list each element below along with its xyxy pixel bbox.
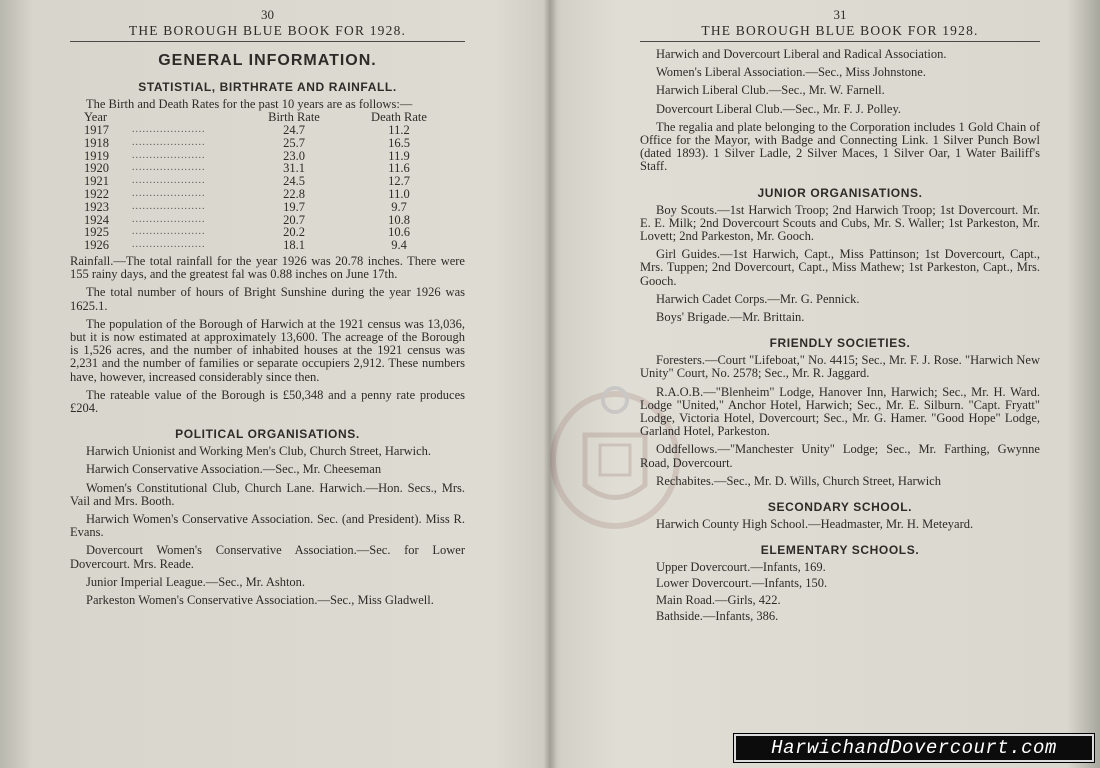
leader-dots: ..................... <box>132 175 206 187</box>
birth-rate-cell: 25.7 <box>283 135 305 150</box>
list-item: Bathside.—Infants, 386. <box>656 608 779 623</box>
page-number: 31 <box>833 7 847 22</box>
death-rate-cell: 11.9 <box>388 148 410 163</box>
leader-dots: ..................... <box>132 187 206 199</box>
page-title: GENERAL INFORMATION. <box>158 52 377 69</box>
regalia-paragraph: The regalia and plate belonging to the Corporation includes 1 Gold Chain of Office for the Mayor, with Badge and Connecting Link. 1 Silver Punch Bowl (dated 1893). 1 Silver Ladle, 2 Silver Maces, 1 Silver Oar, 1 Water Bailiff's Staff. <box>640 119 1040 174</box>
death-rate-cell: 10.8 <box>388 212 410 227</box>
section-heading-secondary: SECONDARY SCHOOL. <box>767 500 913 515</box>
list-item: Harwich Women's Conservative Association. Sec. (and President). Miss R. Evans. <box>70 512 465 540</box>
rateable-paragraph: The rateable value of the Borough is £50,348 and a penny rate produces £204. <box>70 387 465 415</box>
list-item: Foresters.—Court "Lifeboat," No. 4415; Sec., Mr. F. J. Rose. "Harwich New Unity" Court, No. 2578; Sec., Mr. R. Jaggard. <box>640 353 1040 381</box>
leader-dots: ..................... <box>132 162 206 174</box>
list-item: Girl Guides.—1st Harwich, Capt., Miss Pattinson; 1st Dovercourt, Capt., Mrs. Tuppen; 2nd Dovercourt, Capt., Miss Mathew; 1st Parkeston, Capt., Mrs. Gooch. <box>640 247 1040 288</box>
list-item: Upper Dovercourt.—Infants, 169. <box>656 560 826 575</box>
section-heading-political: POLITICAL ORGANISATIONS. <box>175 427 360 442</box>
year-cell: 1920 <box>84 161 109 176</box>
list-item: Harwich County High School.—Headmaster, Mr. H. Meteyard. <box>656 517 974 532</box>
table-row <box>84 124 454 137</box>
death-rate-cell: 10.6 <box>388 225 410 240</box>
list-item: Rechabites.—Sec., Mr. D. Wills, Church Street, Harwich <box>656 473 941 488</box>
list-item: Junior Imperial League.—Sec., Mr. Ashton. <box>86 574 306 589</box>
birth-rate-cell: 24.5 <box>283 174 305 189</box>
list-item: Harwich and Dovercourt Liberal and Radical Association. <box>656 47 947 61</box>
sunshine-paragraph: The total number of hours of Bright Sunshine during the year 1926 was 1625.1. <box>70 285 465 313</box>
leader-dots: ..................... <box>132 136 206 148</box>
page-number: 30 <box>261 7 274 22</box>
list-item: Oddfellows.—"Manchester Unity" Lodge; Sec., Mr. Farthing, Gwynne Road, Dovercourt. <box>640 442 1040 470</box>
list-item: Harwich Unionist and Working Men's Club, Church Street, Harwich. <box>86 444 432 459</box>
table-row <box>84 239 454 252</box>
year-cell: 1918 <box>84 135 109 150</box>
year-cell: 1923 <box>84 199 109 214</box>
death-rate-cell: 12.7 <box>388 174 410 189</box>
population-paragraph: The population of the Borough of Harwich at the 1921 census was 13,036, but it is now estimated at approximately 13,600. The acreage of the Borough is 1,526 acres, and the number of inhabited houses at the 1921 census was 2,231 and the number of families or separate occupiers 2,912. These numbers have, however, increased considerably since then. <box>70 316 465 384</box>
list-item: R.A.O.B.—"Blenheim" Lodge, Hanover Inn, Harwich; Sec., Mr. H. Ward. Lodge "United," Anchor Hotel, Harwich; Sec., Mr. E. Silburn. "Capt. Fryatt" Lodge, Victoria Hotel, Dovercourt; Sec., Mr. G. Hamer. "Good Hope" Lodge, Garland Hotel, Parkeston. <box>640 384 1040 439</box>
leader-dots: ..................... <box>132 226 206 238</box>
death-rate-cell: 9.4 <box>391 238 407 253</box>
year-cell: 1926 <box>84 238 109 253</box>
list-item: Parkeston Women's Conservative Association.—Sec., Miss Gladwell. <box>86 593 434 608</box>
list-item: Dovercourt Liberal Club.—Sec., Mr. F. J. Polley. <box>656 101 902 116</box>
section-heading-friendly: FRIENDLY SOCIETIES. <box>769 336 911 351</box>
death-rate-cell: 11.2 <box>388 123 410 137</box>
column-header: Year <box>84 110 108 125</box>
death-rate-cell: 11.0 <box>388 186 410 201</box>
birth-rate-cell: 31.1 <box>283 161 305 176</box>
birth-rate-cell: 24.7 <box>283 123 305 137</box>
section-heading-junior: JUNIOR ORGANISATIONS. <box>757 185 923 200</box>
leader-dots: ..................... <box>132 124 206 135</box>
column-header: Birth Rate <box>268 110 320 125</box>
running-head: THE BOROUGH BLUE BOOK FOR 1928. <box>70 22 465 42</box>
death-rate-cell: 11.6 <box>388 161 410 176</box>
list-item: Boy Scouts.—1st Harwich Troop; 2nd Harwich Troop; 1st Dovercourt. Mr. E. E. Milk; 2nd Dovercourt Scouts and Cubs, Mr. S. Waller; 1st Parkeston, Mr. Lovett; 2nd Parkeston, Mr. Gooch. <box>640 202 1040 244</box>
birth-rate-cell: 22.8 <box>283 186 305 201</box>
website-badge[interactable]: HarwichandDovercourt.com <box>734 734 1094 762</box>
section-heading-elementary: ELEMENTARY SCHOOLS. <box>760 543 920 558</box>
leader-dots: ..................... <box>132 239 206 251</box>
birth-rate-cell: 23.0 <box>283 148 305 163</box>
left-page <box>70 8 465 607</box>
list-item: Lower Dovercourt.—Infants, 150. <box>656 576 828 591</box>
rainfall-paragraph: Rainfall.—The total rainfall for the year 1926 was 20.78 inches. There were 155 rainy days, and the greatest fal was 0.88 inches on June 17th. <box>70 253 465 282</box>
year-cell: 1922 <box>84 186 109 201</box>
list-item: Boys' Brigade.—Mr. Brittain. <box>656 310 805 325</box>
year-cell: 1925 <box>84 225 109 240</box>
list-item: Dovercourt Women's Conservative Association.—Sec. for Lower Dovercourt. Mrs. Reade. <box>70 543 465 571</box>
list-item: Harwich Conservative Association.—Sec., Mr. Cheeseman <box>86 462 382 477</box>
year-cell: 1921 <box>84 174 109 189</box>
death-rate-cell: 16.5 <box>388 135 410 150</box>
leader-dots: ..................... <box>132 149 206 161</box>
list-item: Women's Liberal Association.—Sec., Miss Johnstone. <box>656 65 926 80</box>
list-item: Women's Constitutional Club, Church Lane. Harwich.—Hon. Secs., Mrs. Vail and Mrs. Booth. <box>70 480 465 508</box>
leader-dots: ..................... <box>132 200 206 212</box>
death-rate-cell: 9.7 <box>391 199 407 214</box>
table-row <box>84 201 454 214</box>
right-page <box>640 8 1040 623</box>
stats-intro: The Birth and Death Rates for the past 10 years are as follows:— <box>86 97 413 111</box>
year-cell: 1924 <box>84 212 109 227</box>
list-item: Main Road.—Girls, 422. <box>656 592 781 607</box>
birth-rate-cell: 20.2 <box>283 225 305 240</box>
year-cell: 1919 <box>84 148 109 163</box>
column-header: Death Rate <box>371 110 427 125</box>
birth-rate-cell: 18.1 <box>283 238 305 253</box>
section-heading-stats: STATISTIAL, BIRTHRATE AND RAINFALL. <box>138 80 397 94</box>
birth-rate-cell: 19.7 <box>283 199 305 214</box>
table-row <box>84 137 454 150</box>
birth-rate-cell: 20.7 <box>283 212 305 227</box>
year-cell: 1917 <box>84 123 109 137</box>
running-head: THE BOROUGH BLUE BOOK FOR 1928. <box>640 22 1040 42</box>
table-row <box>84 188 454 201</box>
list-item: Harwich Liberal Club.—Sec., Mr. W. Farnell. <box>656 83 885 98</box>
rates-table <box>84 111 454 252</box>
list-item: Harwich Cadet Corps.—Mr. G. Pennick. <box>656 291 860 306</box>
leader-dots: ..................... <box>132 213 206 225</box>
